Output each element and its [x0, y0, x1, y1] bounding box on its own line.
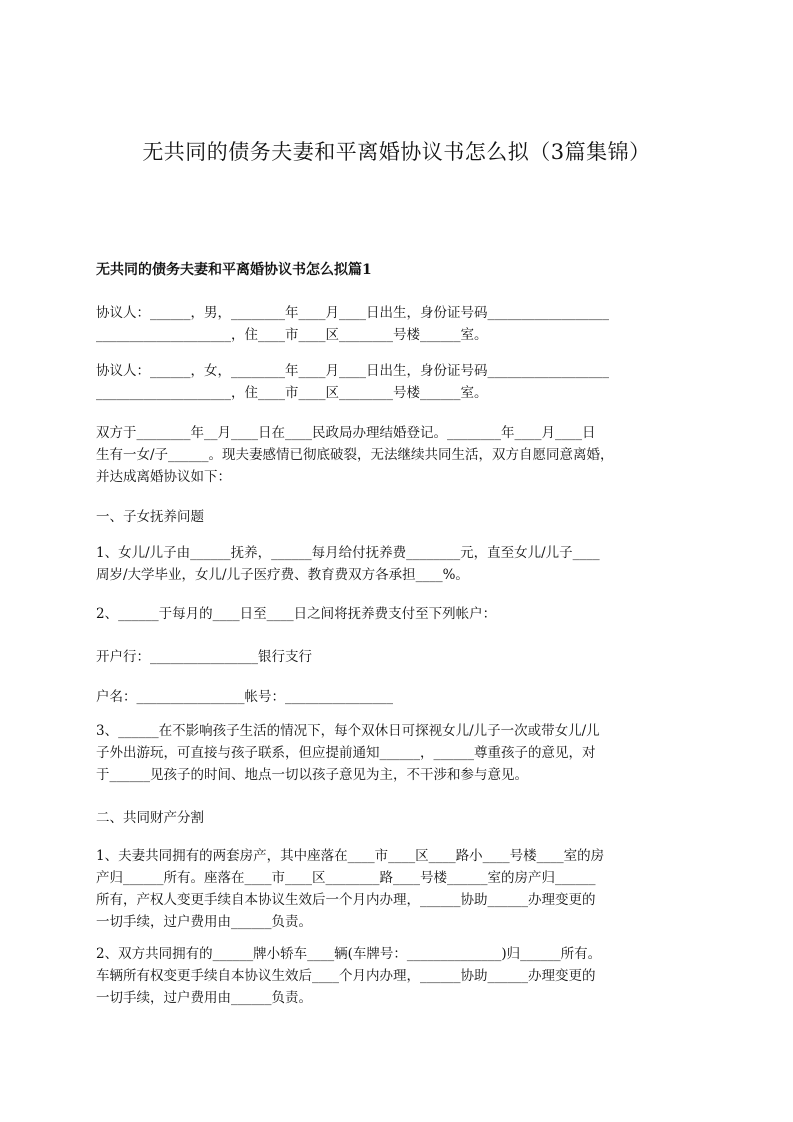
paragraph-line: ____________________，住____市____区________号楼______室。	[96, 385, 488, 401]
paragraph-line: 开户行：________________银行支行	[96, 649, 312, 665]
paragraph-line: 一切手续，过户费用由______负责。	[96, 914, 312, 930]
paragraph-line: 2、______于每月的____日至____日之间将抚养费支付至下列帐户：	[96, 606, 497, 622]
document-title: 无共同的债务夫妻和平离婚协议书怎么拟（3篇集锦）	[142, 140, 651, 164]
paragraph	[96, 807, 708, 829]
paragraph-line: ____________________，住____市____区________号楼______室。	[96, 327, 488, 343]
paragraph-line: 所有，产权人变更手续自本协议生效后一个月内办理，______协助______办理变更的	[96, 892, 596, 908]
paragraph-line: 双方于________年__月____日在____民政局办理结婚登记。________年____月____日	[96, 425, 596, 441]
paragraph-line: 2、双方共同拥有的______牌小轿车____辆(车牌号：______________)归______所有。	[96, 946, 602, 962]
paragraph-line: 并达成离婚协议如下：	[96, 469, 231, 485]
paragraph-line: 产归______所有。座落在____市____区________路____号楼______室的房产归______	[96, 870, 596, 886]
paragraph	[96, 603, 708, 625]
paragraph-line: 户名：________________帐号：________________	[96, 689, 393, 705]
paragraph-line: 周岁/大学毕业，女儿/儿子医疗费、教育费双方各承担____%。	[96, 567, 469, 583]
paragraph-line: 一切手续，过户费用由______负责。	[96, 990, 312, 1006]
paragraph-line: 子外出游玩，可直接与孩子联系，但应提前通知______，______尊重孩子的意见，对	[96, 745, 596, 761]
paragraph-line: 3、______在不影响孩子生活的情况下，每个双休日可探视女儿/儿子一次或带女儿/儿	[96, 723, 600, 739]
paragraph	[96, 686, 708, 708]
paragraph-line: 1、夫妻共同拥有的两套房产，其中座落在____市____区____路小____号楼____室的房	[96, 848, 605, 864]
paragraph-line: 协议人：______，男，________年____月____日出生，身份证号码__________________	[96, 305, 609, 321]
paragraph	[96, 302, 708, 346]
paragraph	[96, 943, 708, 1009]
paragraph-line: 于______见孩子的时间、地点一切以孩子意见为主，不干涉和参与意见。	[96, 767, 528, 783]
paragraph	[96, 646, 708, 668]
paragraph	[96, 506, 708, 528]
paragraph	[96, 720, 708, 786]
paragraph	[96, 845, 708, 933]
paragraph-line: 一、子女抚养问题	[96, 509, 204, 525]
paragraph-line: 协议人：______，女，________年____月____日出生，身份证号码__________________	[96, 363, 609, 379]
paragraph	[96, 422, 708, 488]
paragraph-line: 二、共同财产分割	[96, 810, 204, 826]
paragraph-line: 1、女儿/儿子由______抚养，______每月给付抚养费________元，直至女儿/儿子____	[96, 545, 600, 561]
section-heading: 无共同的债务夫妻和平离婚协议书怎么拟篇1	[96, 262, 372, 278]
paragraph-line: 生有一女/子______。现夫妻感情已彻底破裂，无法继续共同生活，双方自愿同意离婚，	[96, 447, 614, 463]
paragraph	[96, 542, 708, 586]
paragraph	[96, 360, 708, 404]
paragraph-line: 车辆所有权变更手续自本协议生效后____个月内办理，______协助______办理变更的	[96, 968, 596, 984]
